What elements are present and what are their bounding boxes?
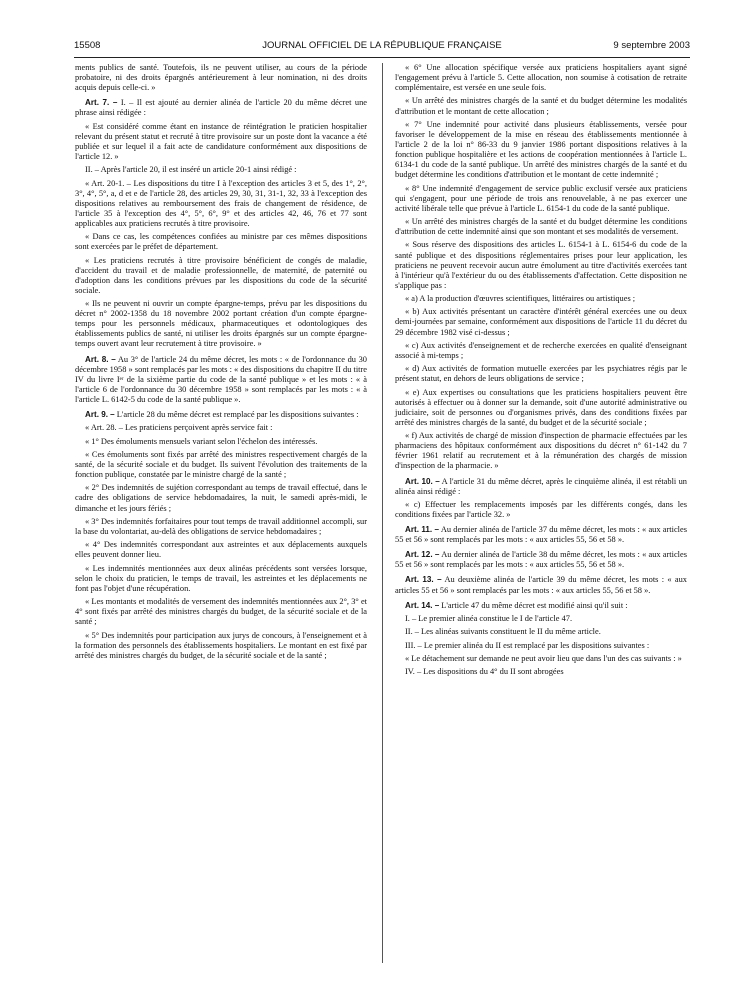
- article-label: Art. 9. –: [85, 410, 115, 420]
- paragraph: [395, 120, 687, 181]
- paragraph-text: « 3° Des indemnités forfaitaires pour tout temps de travail additionnel accompli, sur la base du volontariat, au-delà des obligations de service hebdomadaires ;: [75, 516, 367, 536]
- paragraph: [75, 122, 367, 162]
- paragraph: [395, 654, 687, 664]
- issue-date: 9 septembre 2003: [613, 40, 690, 51]
- paragraph: [395, 627, 687, 637]
- paragraph-text: « 5° Des indemnités pour participation aux jurys de concours, à l'enseignement et à la formation des personnels des établissements hospitaliers. Le montant en est fixé par arrêté des ministres chargés du budget, de la sécurité sociale et de la santé ;: [75, 630, 367, 660]
- paragraph-text: « Art. 20-1. – Les dispositions du titre I à l'exception des articles 3 et 5, des 1°, 2°, 3°, 4°, 5°, a, d et e de l'article 28, des articles 29, 30, 31, 31-1, 32, 33 à l'exception des dispositions relatives au remboursement des frais de changement de résidence, de l'article 35 à l'exception des 4°, 5°, 6°, 9° et des articles 42, 46, 76 et 77 sont applicables aux praticiens recrutés à titre provisoire.: [75, 178, 367, 228]
- paragraph-text: « e) Aux expertises ou consultations que les praticiens hospitaliers peuvent être autorisés à effectuer ou à donner sur la demande, soit d'une autorité administrative ou judiciaire, soit de personnes ou d'organismes privés, dans des conditions fixées par arrêté des ministres chargés de la santé, du budget et de la sécurité sociale ;: [395, 387, 687, 427]
- paragraph: [395, 500, 687, 520]
- paragraph-text: « Le détachement sur demande ne peut avoir lieu que dans l'un des cas suivants : »: [405, 653, 682, 663]
- paragraph: [395, 388, 687, 428]
- paragraph: [75, 540, 367, 560]
- paragraph-text: IV. – Les dispositions du 4° du II sont abrogées: [405, 667, 564, 677]
- paragraph: [395, 63, 687, 93]
- paragraph: [75, 165, 367, 175]
- column-divider: [382, 63, 383, 963]
- paragraph: [75, 517, 367, 537]
- paragraph-text: ments publics de santé. Toutefois, ils ne peuvent utiliser, au cours de la période probatoire, ni des droits épargnés antérieurement à leur nomination, ni des droits acquis depuis celle-ci. »: [75, 63, 367, 93]
- paragraph: [75, 597, 367, 627]
- paragraph-text: « c) Effectuer les remplacements imposés par les différents congés, dans les conditions fixées par l'article 32. »: [395, 499, 687, 519]
- paragraph-text: « Ils ne peuvent ni ouvrir un compte épargne-temps, prévu par les dispositions du décret n° 2002-1358 du 18 novembre 2002 portant création d'un compte épargne-temps pour les personnels médicaux, pharmaceutiques et odontologiques des établissements publics de santé, ni utiliser les droits épargnés sur un compte épargne-temps ouvert avant leur recrutement à titre provisoire. »: [75, 299, 367, 349]
- paragraph-text: Au 3° de l'article 24 du même décret, les mots : « de l'ordonnance du 30 décembre 1958 » sont remplacés par les mots : « des dispositions du chapitre II du titre IV du livre Iᵉʳ de la sixième partie du code de la santé publique » et les mots : « à l'article 6 de l'ordonnance du 30 décembre 1958 » sont remplacés par les mots : « à l'article L. 6142-5 du code de la santé publique ».: [75, 354, 367, 404]
- article-label: Art. 8. –: [85, 354, 116, 364]
- article-paragraph: [395, 550, 687, 570]
- article-paragraph: [75, 355, 367, 405]
- paragraph: [395, 96, 687, 116]
- paragraph-text: II. – Après l'article 20, il est inséré un article 20-1 ainsi rédigé :: [85, 165, 297, 175]
- article-paragraph: [395, 601, 687, 611]
- paragraph: [395, 614, 687, 624]
- paragraph: [395, 240, 687, 290]
- article-label: Art. 12. –: [405, 550, 440, 560]
- right-column: [395, 63, 687, 680]
- page-number: 15508: [74, 40, 101, 51]
- paragraph: [395, 364, 687, 384]
- paragraph-text: « 4° Des indemnités correspondant aux astreintes et aux déplacements auxquels elles peuvent donner lieu.: [75, 540, 367, 560]
- paragraph: [75, 423, 367, 433]
- paragraph: [75, 256, 367, 296]
- paragraph: [395, 294, 687, 304]
- article-label: Art. 13. –: [405, 575, 442, 585]
- paragraph: [395, 667, 687, 677]
- article-label: Art. 14. –: [405, 600, 440, 610]
- paragraph-text: L'article 28 du même décret est remplacé par les dispositions suivantes :: [114, 410, 359, 420]
- paragraph-text: « 1° Des émoluments mensuels variant selon l'échelon des intéressés.: [85, 436, 318, 446]
- paragraph: [75, 63, 367, 93]
- paragraph-text: « Un arrêté des ministres chargés de la santé et du budget détermine les conditions d'attribution de cette indemnité ainsi que son montant et ses modalités de versement.: [395, 217, 687, 237]
- paragraph-text: III. – Le premier alinéa du II est remplacé par les dispositions suivantes :: [405, 640, 650, 650]
- paragraph-text: « 2° Des indemnités de sujétion correspondant au temps de travail effectué, dans le cadre des obligations de service hebdomadaires, la nuit, le samedi après-midi, le dimanche et les jours fériés ;: [75, 483, 367, 513]
- paragraph-text: « Ces émoluments sont fixés par arrêté des ministres respectivement chargés de la santé, de la sécurité sociale et du budget. Ils suivent l'évolution des traitements de la fonction publique, constatée par le ministre chargé de la santé ;: [75, 449, 367, 480]
- paragraph-text: « Les montants et modalités de versement des indemnités mentionnées aux 2°, 3° et 4° sont fixés par arrêté des ministres chargés du budget, de la sécurité sociale et de la santé ;: [75, 597, 367, 627]
- paragraph: [395, 184, 687, 214]
- paragraph-text: « Les praticiens recrutés à titre provisoire bénéficient de congés de maladie, d'accident du travail et de maladie professionnelle, de maternité, de paternité ou d'adoption dans les conditions prévues par les dispositions du code de la sécurité sociale.: [75, 255, 367, 295]
- article-paragraph: [395, 575, 687, 595]
- paragraph-text: L'article 47 du même décret est modifié ainsi qu'il suit :: [439, 600, 628, 610]
- article-label: Art. 7. –: [85, 98, 118, 108]
- paragraph-text: « 8° Une indemnité d'engagement de service public exclusif versée aux praticiens qui s'engagent, pour une période de trois ans renouvelable, à ne pas exercer une activité libérale telle que prévue à l'article L. 6154-1 du code de la santé publique.: [395, 183, 687, 213]
- paragraph-text: « Un arrêté des ministres chargés de la santé et du budget détermine les modalités d'attribution et le montant de cette allocation ;: [395, 96, 687, 116]
- paragraph: [395, 431, 687, 471]
- article-paragraph: [395, 525, 687, 545]
- left-column: [75, 63, 367, 664]
- paragraph-text: Au dernier alinéa de l'article 37 du même décret, les mots : « aux articles 55 et 56 » sont remplacés par les mots : « aux articles 55, 56 et 58 ».: [395, 525, 687, 545]
- header-rule: [74, 57, 690, 58]
- paragraph-text: « a) A la production d'œuvres scientifiques, littéraires ou artistiques ;: [405, 294, 636, 304]
- paragraph: [395, 641, 687, 651]
- article-label: Art. 10. –: [405, 476, 440, 486]
- paragraph-text: I. – Le premier alinéa constitue le I de l'article 47.: [405, 613, 573, 623]
- paragraph: [75, 299, 367, 349]
- paragraph-text: « Est considéré comme étant en instance de réintégration le praticien hospitalier relevant du présent statut et recruté à titre provisoire sur un poste dont la vacance a été publiée et sur lequel il a fait acte de candidature conformément aux dispositions de l'article 12. »: [75, 121, 367, 161]
- paragraph: [395, 217, 687, 237]
- paragraph: [75, 179, 367, 229]
- article-paragraph: [75, 98, 367, 118]
- paragraph-text: « 7° Une indemnité pour activité dans plusieurs établissements, versée pour favoriser le développement de la mise en réseau des établissements mentionnée à l'article 2 de la loi n° 86-33 du 9 janvier 1986 portant dispositions relatives à la fonction publique hospitalière et les actions de coopération mentionnées à l'article L. 6134-1 du code de la santé publique. Un arrêté des ministres chargés de la santé et du budget détermine les conditions d'attribution et le montant de cette indemnité ;: [395, 119, 687, 180]
- article-label: Art. 11. –: [405, 525, 440, 535]
- article-paragraph: [395, 477, 687, 497]
- paragraph-text: « f) Aux activités de chargé de mission d'inspection de pharmacie effectuées par les pharmaciens des hôpitaux conformément aux dispositions du décret n° 61-142 du 7 février 1961 relatif au recrutement et à la rémunération des chargés de mission d'inspection de la pharmacie. »: [395, 431, 687, 471]
- paragraph: [75, 631, 367, 661]
- paragraph: [75, 450, 367, 480]
- paragraph-text: « Les indemnités mentionnées aux deux alinéas précédents sont versées lorsque, selon le choix du praticien, le temps de travail, les astreintes et les déplacements ne font pas l'objet d'une récupération.: [75, 563, 367, 593]
- paragraph-text: « 6° Une allocation spécifique versée aux praticiens hospitaliers ayant signé l'engagement prévu à l'article 5. Cette allocation, non soumise à cotisation de retraite complémentaire, est versée en une seule fois.: [395, 63, 687, 93]
- paragraph-text: « Dans ce cas, les compétences confiées au ministre par ces mêmes dispositions sont exercées par le préfet de département.: [75, 232, 367, 252]
- paragraph-text: Au dernier alinéa de l'article 38 du même décret, les mots : « aux articles 55 et 56 » sont remplacés par les mots : « aux articles 55, 56 et 58 ».: [395, 550, 687, 570]
- paragraph-text: « Sous réserve des dispositions des articles L. 6154-1 à L. 6154-6 du code de la santé publique et des dispositions réglementaires prises pour leur application, les praticiens ne peuvent recevoir aucun autre émolument au titre d'activités exercées tant à l'intérieur qu'à l'extérieur du ou des établissements d'affectation. Cette disposition ne s'applique pas :: [395, 240, 687, 290]
- paragraph-text: « Art. 28. – Les praticiens perçoivent après service fait :: [85, 423, 273, 433]
- paragraph-text: « c) Aux activités d'enseignement et de recherche exercées en qualité d'enseignant associé à mi-temps ;: [395, 340, 687, 360]
- paragraph-text: Au deuxième alinéa de l'article 39 du même décret, les mots : « aux articles 55 et 56 » sont remplacés par les mots : « aux articles 55, 56 et 58 ».: [395, 575, 687, 595]
- page-header: [74, 40, 690, 56]
- paragraph: [75, 483, 367, 513]
- paragraph: [75, 437, 367, 447]
- article-paragraph: [75, 410, 367, 420]
- paragraph-text: « b) Aux activités présentant un caractère d'intérêt général exercées une ou deux demi-journées par semaine, conformément aux dispositions de l'article 11 du décret du 29 décembre 1982 visé ci-dessus ;: [395, 307, 687, 337]
- paragraph: [75, 564, 367, 594]
- paragraph-text: A l'article 31 du même décret, après le cinquième alinéa, il est rétabli un alinéa ainsi rédigé :: [395, 476, 687, 496]
- paragraph: [395, 341, 687, 361]
- paragraph-text: I. – Il est ajouté au dernier alinéa de l'article 20 du même décret une phrase ainsi rédigée :: [75, 98, 367, 118]
- paragraph: [395, 307, 687, 337]
- paragraph-text: II. – Les alinéas suivants constituent le II du même article.: [405, 627, 601, 637]
- paragraph-text: « d) Aux activités de formation mutuelle exercées par les psychiatres régis par le présent statut, en dehors de leurs obligations de service ;: [395, 364, 687, 384]
- journal-title: JOURNAL OFFICIEL DE LA RÉPUBLIQUE FRANÇAISE: [262, 40, 502, 51]
- paragraph: [75, 232, 367, 252]
